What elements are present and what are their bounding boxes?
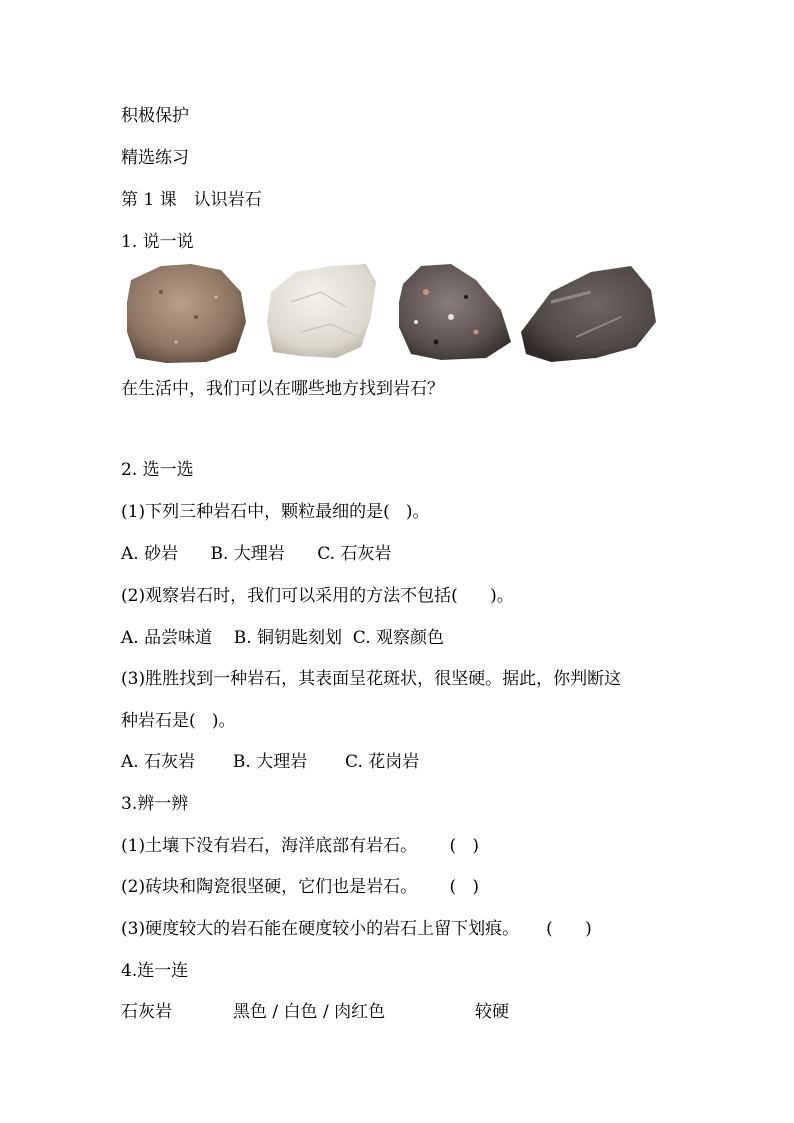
limestone-rock-image	[521, 266, 656, 362]
q4-title: 4.连一连	[121, 961, 189, 981]
q2-item-1-stem: (1)下列三种岩石中，颗粒最细的是( )。	[121, 502, 430, 522]
q2-item-2-options: A. 品尝味道 B. 铜钥匙刻划 C. 观察颜色	[121, 628, 445, 648]
subsection-heading: 精选练习	[121, 148, 189, 168]
q3-item-2: (2)砖块和陶瓷很坚硬，它们也是岩石。 ( )	[121, 877, 479, 897]
section-heading: 积极保护	[121, 106, 189, 126]
q2-item-1-options: A. 砂岩 B. 大理岩 C. 石灰岩	[121, 544, 392, 564]
marble-rock-image	[267, 264, 376, 358]
q2-item-2-stem: (2)观察岩石时，我们可以采用的方法不包括( )。	[121, 586, 514, 606]
q4-right-item: 较硬	[475, 1002, 509, 1022]
q3-item-3: (3)硬度较大的岩石能在硬度较小的岩石上留下划痕。 ( )	[121, 919, 592, 939]
q2-item-3-options: A. 石灰岩 B. 大理岩 C. 花岗岩	[121, 752, 420, 772]
q1-title: 1. 说一说	[121, 232, 194, 252]
q1-question: 在生活中，我们可以在哪些地方找到岩石？	[121, 379, 444, 399]
q4-middle-item: 黑色 / 白色 / 肉红色	[233, 1002, 386, 1022]
q2-item-3-stem-continued: 种岩石是( )。	[121, 711, 236, 731]
granite-rock-image	[399, 264, 511, 360]
q2-item-3-stem: (3)胜胜找到一种岩石，其表面呈花斑状，很坚硬。据此，你判断这	[121, 669, 622, 689]
q2-title: 2. 选一选	[121, 460, 194, 480]
lesson-title: 第 1 课 认识岩石	[121, 190, 262, 210]
q4-left-item: 石灰岩	[121, 1002, 172, 1022]
q3-title: 3.辨一辨	[121, 794, 189, 814]
rock-images	[121, 262, 666, 366]
q3-item-1: (1)土壤下没有岩石，海洋底部有岩石。 ( )	[121, 836, 479, 856]
sandstone-rock-image	[127, 264, 246, 363]
